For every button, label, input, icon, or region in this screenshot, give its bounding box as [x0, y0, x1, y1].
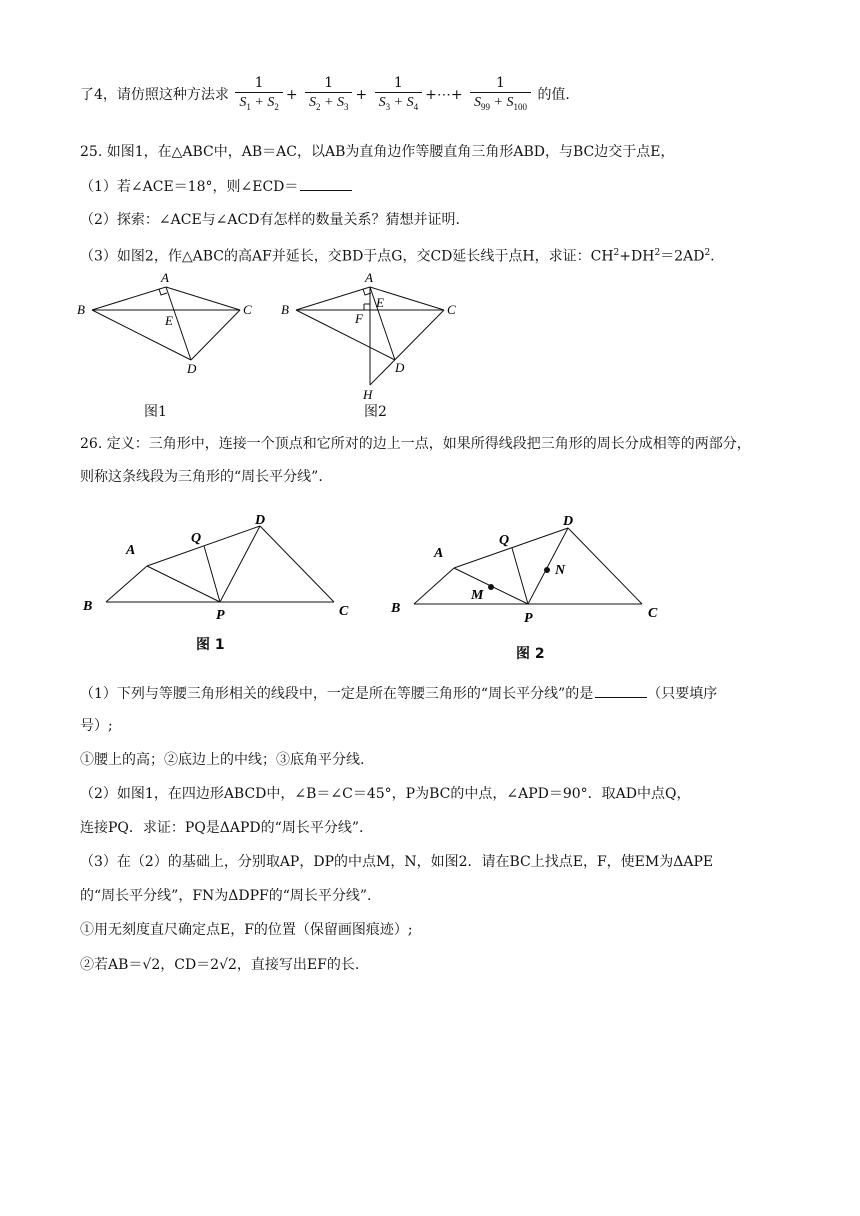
label-A: A: [126, 543, 136, 558]
right-angle-mark: [159, 289, 167, 295]
q26-stem-2: 则称这条线段为三角形的“周长平分线”.: [80, 469, 323, 485]
q26-figure-2: [380, 504, 670, 629]
label-C: C: [648, 606, 658, 621]
segment-AP: [147, 566, 220, 602]
q26-part3-step2: ②若AB＝√2，CD＝2√2，直接写出EF的长.: [80, 957, 360, 973]
segment-AB: [92, 287, 166, 310]
segment-AC: [166, 287, 240, 310]
q26-stem-1: 26. 定义：三角形中，连接一个顶点和它所对的边上一点，如果所得线段把三角形的周长分成相等的两部分，: [80, 436, 751, 452]
q26-part1-cont: 号）;: [80, 718, 113, 734]
segment-AB: [296, 287, 370, 310]
q26-fig2-caption: 图 2: [516, 646, 545, 662]
q25-part1: （1）若∠ACE＝18°，则∠ECD＝: [80, 176, 352, 197]
q25-stem: 25. 如图1，在△ABC中，AB＝AC，以AB为直角边作等腰直角三角形ABD，与BC边交于点E，: [80, 144, 675, 160]
segment-CD: [191, 310, 240, 360]
segment-DC: [260, 526, 334, 602]
label-E: E: [376, 295, 384, 310]
segment-AD: [454, 528, 568, 568]
label-D: D: [187, 361, 197, 376]
fraction-3: $\frac{1}{S_3 + S_4}$: [375, 74, 422, 117]
label-C: C: [243, 302, 252, 317]
label-C: C: [447, 302, 456, 317]
label-F: F: [355, 311, 363, 326]
label-M: M: [471, 588, 484, 603]
segment-QP: [512, 548, 528, 604]
label-B: B: [281, 302, 289, 317]
label-E: E: [165, 313, 173, 328]
q26-part2-line1: （2）如图1，在四边形ABCD中，∠B＝∠C＝45°，P为BC的中点，∠APD＝90°．取AD中点Q，: [80, 786, 691, 802]
q24-suffix: 的值.: [537, 87, 570, 103]
q25-part3: （3）如图2，作△ABC的高AF并延长，交BD于点G，交CD延长线于点H，求证：$CH^2+DH^2=2AD^2$.: [80, 248, 715, 265]
label-P: P: [524, 611, 533, 626]
q26-part2-line2: 连接PQ．求证：PQ是ΔAPD的“周长平分线”.: [80, 820, 364, 836]
label-N: N: [555, 563, 566, 578]
label-A: A: [161, 270, 169, 285]
q25-fig1-caption: 图1: [144, 404, 167, 420]
fraction-2: $\frac{1}{S_2 + S_3}$: [305, 74, 352, 117]
q26-figure-1: [74, 504, 364, 629]
segment-AD: [147, 526, 260, 566]
segment-QP: [204, 546, 220, 602]
label-B: B: [83, 599, 93, 614]
segment-DC: [568, 528, 642, 604]
segment-DP: [220, 526, 260, 602]
label-Q: Q: [191, 531, 202, 546]
label-D: D: [563, 514, 574, 529]
label-A: A: [434, 546, 444, 561]
segment-CH: [370, 310, 444, 385]
fraction-4: $\frac{1}{S_{99} + S_{100}}$: [470, 74, 531, 117]
label-B: B: [77, 302, 85, 317]
q26-part3-step1: ①用无刻度直尺确定点E，F的位置（保留画图痕迹）;: [80, 922, 413, 938]
label-A: A: [365, 270, 373, 285]
label-D: D: [255, 513, 266, 528]
point-N: [544, 567, 550, 573]
q26-options: ①腰上的高；②底边上的中线；③底角平分线.: [80, 752, 365, 768]
q25-figure-2: [274, 270, 474, 400]
label-B: B: [391, 601, 401, 616]
q26-part3-line1: （3）在（2）的基础上，分别取AP，DP的中点M，N，如图2．请在BC上找点E，F，使EM为ΔAPE: [80, 854, 714, 870]
fraction-1: $\frac{1}{S_1 + S_2}$: [235, 74, 282, 117]
segment-AB: [106, 566, 147, 602]
q26-part3-line2: 的“周长平分线”，FN为ΔDPF的“周长平分线”.: [80, 888, 372, 904]
label-P: P: [216, 608, 225, 623]
q24-prefix: 了4，请仿照这种方法求: [80, 87, 229, 103]
q25-figure-1: [70, 270, 270, 385]
label-H: H: [363, 387, 373, 400]
q26-fig1-caption: 图 1: [196, 637, 225, 653]
answer-blank[interactable]: [300, 176, 352, 191]
q25-part2: （2）探索：∠ACE与∠ACD有怎样的数量关系？猜想并证明.: [80, 212, 460, 228]
answer-blank[interactable]: [595, 683, 647, 698]
label-D: D: [395, 360, 405, 375]
segment-AB: [414, 568, 454, 604]
q25-fig2-caption: 图2: [364, 404, 387, 420]
q24-tail-line: 了4，请仿照这种方法求 $\frac{1}{S_1 + S_2}$ + $\frac{1}{S_2 + S_3}$ + $\frac{1}{S_3 + S_4}$ +⋯+ $\frac{1}{S_{99} + S_{100}}$ 的值.: [80, 72, 570, 118]
q26-part1: （1）下列与等腰三角形相关的线段中，一定是所在等腰三角形的“周长平分线”的是 （只要填序: [80, 683, 717, 704]
point-M: [488, 584, 494, 590]
label-Q: Q: [499, 533, 510, 548]
label-C: C: [339, 604, 349, 619]
